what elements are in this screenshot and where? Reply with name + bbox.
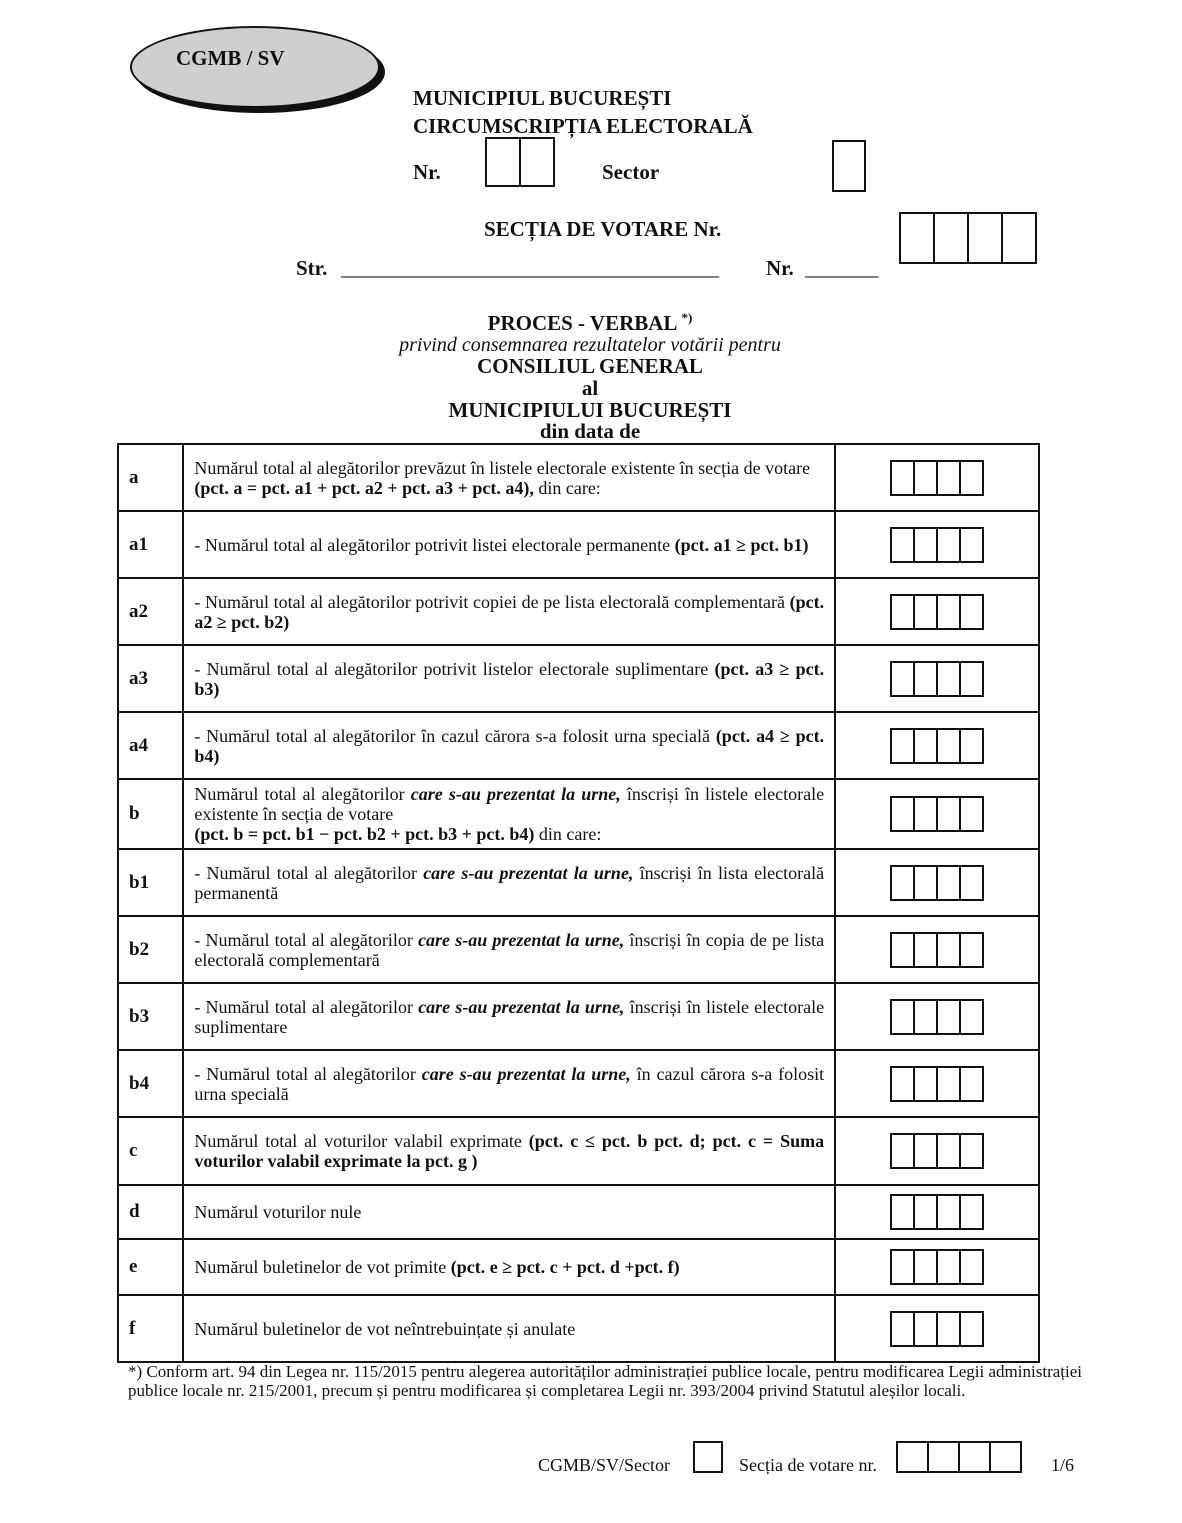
title-subtitle: privind consemnarea rezultatelor votării pentru: [399, 334, 781, 356]
row-description: - Numărul total al alegătorilor în cazul cărora s-a folosit urna specială (pct. a4 ≥ pct. b4): [183, 712, 835, 779]
polling-station-label: SECȚIA DE VOTARE Nr.: [484, 217, 722, 241]
footnote: *) Conform art. 94 din Legea nr. 115/2015 pentru alegerea autorităților administrației publice locale, pentru modificarea Legii administrației publice locale nr. 215/2001, precum și pentru modificarea și completarea Legii nr. 393/2004 privind Statutul aleșilor locali.: [128, 1362, 1082, 1400]
municipality-heading: MUNICIPIUL BUCUREȘTI: [413, 86, 672, 110]
row-letter: a3: [118, 645, 183, 712]
row-description: - Numărul total al alegătorilor potrivit listei electorale permanente (pct. a1 ≥ pct. b1): [183, 511, 835, 578]
row-value-boxes[interactable]: [835, 578, 1039, 645]
table-row: [118, 849, 1039, 916]
table-row: [118, 983, 1039, 1050]
row-description: Numărul buletinelor de vot primite (pct. e ≥ pct. c + pct. d +pct. f): [183, 1239, 835, 1295]
footer-station-boxes[interactable]: [896, 1441, 1022, 1473]
row-letter: b1: [118, 849, 183, 916]
row-letter: a1: [118, 511, 183, 578]
sector-label: Sector: [602, 160, 660, 184]
row-description: - Numărul total al alegătorilor care s-au prezentat la urne, înscriși în lista electorală permanentă: [183, 849, 835, 916]
row-description: - Numărul total al alegătorilor care s-au prezentat la urne, înscriși în listele electorale suplimentare: [183, 983, 835, 1050]
row-letter: a: [118, 444, 183, 511]
row-letter: b2: [118, 916, 183, 983]
title-footnote-mark: *): [681, 310, 693, 325]
table-row: [118, 779, 1039, 849]
row-letter: a4: [118, 712, 183, 779]
row-description: - Numărul total al alegătorilor potrivit listelor electorale suplimentare (pct. a3 ≥ pct. b3): [183, 645, 835, 712]
street-nr-line[interactable]: _______: [805, 256, 879, 280]
table-row: [118, 1239, 1039, 1295]
row-letter: b: [118, 779, 183, 849]
row-value-boxes[interactable]: [835, 1295, 1039, 1362]
results-table: [117, 443, 1040, 1363]
row-value-boxes[interactable]: [835, 444, 1039, 511]
row-description: - Numărul total al alegătorilor care s-au prezentat la urne, înscriși în copia de pe lista electorală complementară: [183, 916, 835, 983]
row-letter: b4: [118, 1050, 183, 1117]
footer-sector-box[interactable]: [693, 1441, 723, 1473]
row-letter: e: [118, 1239, 183, 1295]
table-row: [118, 1295, 1039, 1362]
polling-station-nr-boxes[interactable]: [899, 212, 1037, 264]
table-row: [118, 444, 1039, 511]
row-value-boxes[interactable]: [835, 1117, 1039, 1185]
form-code-badge: [130, 26, 380, 108]
table-row: [118, 712, 1039, 779]
table-row: [118, 1117, 1039, 1185]
form-code-text: CGMB / SV: [176, 46, 285, 70]
table-row: [118, 645, 1039, 712]
row-value-boxes[interactable]: [835, 645, 1039, 712]
constituency-nr-label: Nr.: [413, 160, 441, 184]
street-line[interactable]: ____________________________________: [341, 256, 719, 280]
row-description: Numărul voturilor nule: [183, 1185, 835, 1239]
row-description: - Numărul total al alegătorilor potrivit copiei de pe lista electorală complementară (pct. a2 ≥ pct. b2): [183, 578, 835, 645]
row-description: Numărul total al voturilor valabil exprimate (pct. c ≤ pct. b pct. d; pct. c = Suma voturilor valabil exprimate la pct. g ): [183, 1117, 835, 1185]
title-al: al: [581, 376, 599, 400]
row-letter: a2: [118, 578, 183, 645]
table-row: [118, 916, 1039, 983]
row-value-boxes[interactable]: [835, 779, 1039, 849]
row-value-boxes[interactable]: [835, 1050, 1039, 1117]
row-letter: d: [118, 1185, 183, 1239]
row-value-boxes[interactable]: [835, 511, 1039, 578]
row-letter: c: [118, 1117, 183, 1185]
row-description: Numărul buletinelor de vot neîntrebuințate și anulate: [183, 1295, 835, 1362]
row-description: Numărul total al alegătorilor prevăzut în listele electorale existente în secția de votare (pct. a = pct. a1 + pct. a2 + pct. a3 + pct. a4), din care:: [183, 444, 835, 511]
title-council: CONSILIUL GENERAL: [477, 354, 703, 378]
row-letter: b3: [118, 983, 183, 1050]
table-row: [118, 511, 1039, 578]
footer-sector-label: CGMB/SV/Sector: [538, 1455, 671, 1475]
table-row: [118, 1050, 1039, 1117]
constituency-nr-boxes[interactable]: [485, 137, 555, 187]
row-value-boxes[interactable]: [835, 1239, 1039, 1295]
row-letter: f: [118, 1295, 183, 1362]
table-row: [118, 578, 1039, 645]
row-value-boxes[interactable]: [835, 916, 1039, 983]
title-municipality: MUNICIPIULUI BUCUREȘTI: [448, 398, 732, 422]
title-block: [340, 306, 840, 441]
page-number: 1/6: [1051, 1455, 1075, 1475]
row-description: - Numărul total al alegătorilor care s-au prezentat la urne, în cazul cărora s-a folosit urna specială: [183, 1050, 835, 1117]
title-main: PROCES - VERBAL: [487, 311, 677, 335]
street-label: Str.: [296, 256, 328, 280]
row-value-boxes[interactable]: [835, 712, 1039, 779]
constituency-heading: CIRCUMSCRIPȚIA ELECTORALĂ: [413, 114, 753, 138]
title-date: din data de: [539, 419, 641, 443]
row-description: Numărul total al alegătorilor care s-au prezentat la urne, înscriși în listele electorale existente în secția de votare (pct. b = pct. b1 − pct. b2 + pct. b3 + pct. b4) din care:: [183, 779, 835, 849]
table-row: [118, 1185, 1039, 1239]
sector-box[interactable]: [832, 140, 866, 192]
row-value-boxes[interactable]: [835, 983, 1039, 1050]
footer-station-label: Secția de votare nr.: [739, 1455, 877, 1475]
street-nr-label: Nr.: [766, 256, 794, 280]
row-value-boxes[interactable]: [835, 1185, 1039, 1239]
row-value-boxes[interactable]: [835, 849, 1039, 916]
